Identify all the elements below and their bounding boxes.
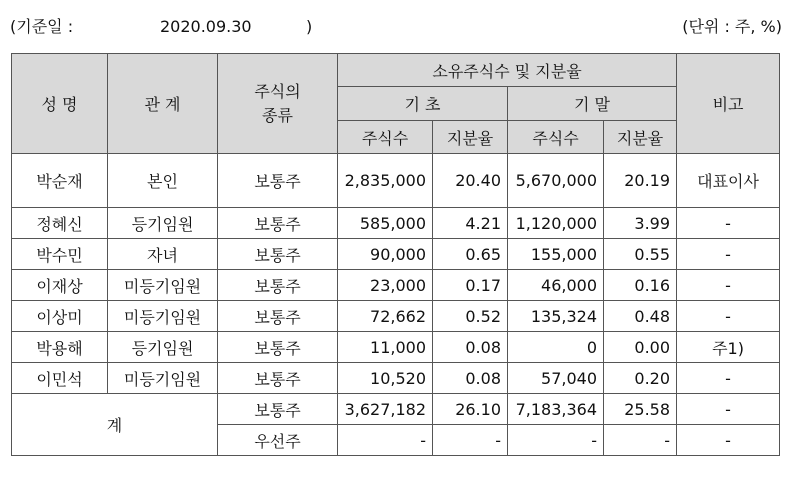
table-row	[12, 154, 780, 208]
holder-note: -	[677, 270, 780, 301]
holder-end-shares: 155,000	[508, 239, 604, 270]
basis-date-value: 2020.09.30	[160, 17, 252, 36]
table-total	[12, 394, 780, 456]
holder-start-shares: 23,000	[338, 270, 433, 301]
holder-end-shares: 135,324	[508, 301, 604, 332]
total-end-shares: -	[508, 425, 604, 456]
col-header-start-shares: 주식수	[338, 121, 433, 154]
col-header-end-ratio: 지분율	[604, 121, 677, 154]
basis-date-close: )	[306, 17, 313, 36]
holder-start-ratio: 0.65	[433, 239, 508, 270]
total-start-shares: -	[338, 425, 433, 456]
holder-end-ratio: 0.55	[604, 239, 677, 270]
col-header-stock-kind	[218, 54, 338, 154]
unit-note: (단위 : 주, %)	[682, 17, 782, 36]
stock-kind-header-text: 주식의 종류	[254, 81, 301, 125]
holder-relation: 본인	[108, 154, 218, 208]
table-row	[12, 363, 780, 394]
total-end-ratio: 25.58	[604, 394, 677, 425]
table-row	[12, 270, 780, 301]
total-start-shares: 3,627,182	[338, 394, 433, 425]
holder-end-shares: 46,000	[508, 270, 604, 301]
col-header-period-start: 기 초	[338, 87, 508, 121]
holder-stock-kind: 보통주	[218, 239, 338, 270]
holder-start-shares: 2,835,000	[338, 154, 433, 208]
holder-name: 박순재	[12, 154, 108, 208]
holder-start-shares: 11,000	[338, 332, 433, 363]
holder-end-ratio: 0.00	[604, 332, 677, 363]
holder-stock-kind: 보통주	[218, 208, 338, 239]
total-stock-kind: 우선주	[218, 425, 338, 456]
holder-start-ratio: 20.40	[433, 154, 508, 208]
holder-note: -	[677, 239, 780, 270]
holder-relation: 미등기임원	[108, 301, 218, 332]
col-header-name: 성 명	[12, 54, 108, 154]
holder-stock-kind: 보통주	[218, 270, 338, 301]
holder-note: 주1)	[677, 332, 780, 363]
holder-start-ratio: 0.17	[433, 270, 508, 301]
holder-end-shares: 0	[508, 332, 604, 363]
holder-relation: 등기임원	[108, 208, 218, 239]
table-row	[12, 301, 780, 332]
holder-name: 박수민	[12, 239, 108, 270]
holder-stock-kind: 보통주	[218, 154, 338, 208]
col-header-holdings-group: 소유주식수 및 지분율	[338, 54, 677, 87]
holder-relation: 자녀	[108, 239, 218, 270]
table-row	[12, 208, 780, 239]
holder-end-ratio: 0.20	[604, 363, 677, 394]
col-header-end-shares: 주식수	[508, 121, 604, 154]
holder-name: 이재상	[12, 270, 108, 301]
holder-relation: 등기임원	[108, 332, 218, 363]
holder-start-ratio: 0.52	[433, 301, 508, 332]
table-header	[12, 54, 780, 154]
holder-start-shares: 585,000	[338, 208, 433, 239]
col-header-period-end: 기 말	[508, 87, 677, 121]
holder-start-ratio: 4.21	[433, 208, 508, 239]
holder-relation: 미등기임원	[108, 270, 218, 301]
holder-stock-kind: 보통주	[218, 332, 338, 363]
total-end-ratio: -	[604, 425, 677, 456]
table-body	[12, 154, 780, 394]
holder-note: -	[677, 301, 780, 332]
holder-end-ratio: 0.16	[604, 270, 677, 301]
holder-end-ratio: 3.99	[604, 208, 677, 239]
holder-name: 이민석	[12, 363, 108, 394]
total-end-shares: 7,183,364	[508, 394, 604, 425]
holder-stock-kind: 보통주	[218, 301, 338, 332]
holder-note: 대표이사	[677, 154, 780, 208]
holder-note: -	[677, 208, 780, 239]
holder-name: 이상미	[12, 301, 108, 332]
total-start-ratio: 26.10	[433, 394, 508, 425]
total-start-ratio: -	[433, 425, 508, 456]
holder-name: 정혜신	[12, 208, 108, 239]
holder-end-shares: 57,040	[508, 363, 604, 394]
holder-stock-kind: 보통주	[218, 363, 338, 394]
holder-start-shares: 10,520	[338, 363, 433, 394]
holder-end-ratio: 20.19	[604, 154, 677, 208]
total-row-common	[12, 394, 780, 425]
shareholding-table	[11, 53, 780, 456]
holder-relation: 미등기임원	[108, 363, 218, 394]
holder-start-shares: 90,000	[338, 239, 433, 270]
holder-name: 박용해	[12, 332, 108, 363]
holder-start-ratio: 0.08	[433, 332, 508, 363]
total-label: 계	[12, 394, 218, 456]
table-row	[12, 332, 780, 363]
table-row	[12, 239, 780, 270]
holder-end-ratio: 0.48	[604, 301, 677, 332]
holder-note: -	[677, 363, 780, 394]
total-stock-kind: 보통주	[218, 394, 338, 425]
holder-end-shares: 1,120,000	[508, 208, 604, 239]
col-header-start-ratio: 지분율	[433, 121, 508, 154]
holder-start-ratio: 0.08	[433, 363, 508, 394]
holder-end-shares: 5,670,000	[508, 154, 604, 208]
col-header-relation: 관 계	[108, 54, 218, 154]
total-note: -	[677, 425, 780, 456]
col-header-note: 비고	[677, 54, 780, 154]
basis-date-label: (기준일 :	[10, 17, 74, 36]
holder-start-shares: 72,662	[338, 301, 433, 332]
total-note: -	[677, 394, 780, 425]
